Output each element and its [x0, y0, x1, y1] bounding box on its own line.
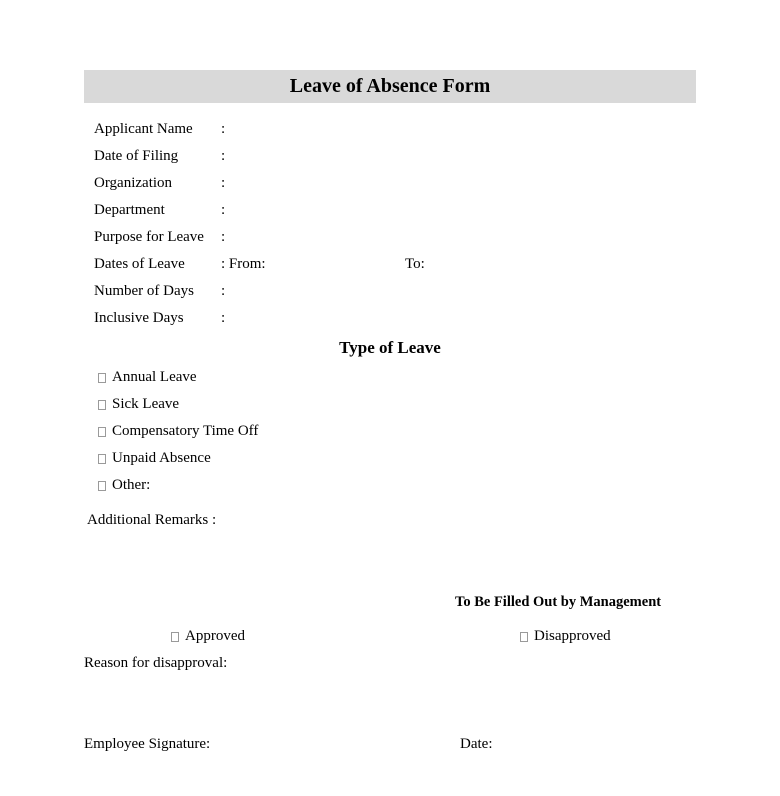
field-sep-dates-of-leave-from: : From: [221, 256, 266, 272]
field-sep-inclusive-days: : [221, 310, 226, 326]
form-title: Leave of Absence Form [289, 75, 491, 97]
field-sep-department: : [221, 202, 226, 218]
checkbox-icon[interactable] [98, 427, 106, 437]
field-label-applicant-name: Applicant Name [94, 121, 193, 137]
checkbox-icon[interactable] [171, 632, 179, 642]
checkbox-icon[interactable] [520, 632, 528, 642]
field-sep-date-of-filing: : [221, 148, 226, 164]
field-sep-organization: : [221, 175, 226, 191]
checkbox-icon[interactable] [98, 400, 106, 410]
signature-date-label: Date: [460, 736, 493, 752]
form-title-bar [84, 70, 696, 103]
field-sep-purpose-for-leave: : [221, 229, 226, 245]
field-label-purpose-for-leave: Purpose for Leave [94, 229, 204, 245]
field-sep-number-of-days: : [221, 283, 226, 299]
field-label-dates-of-leave-to: To: [405, 256, 425, 272]
leave-option-label: Other: [112, 477, 151, 493]
additional-remarks-label: Additional Remarks : [87, 512, 217, 528]
leave-option-annual[interactable] [98, 369, 197, 386]
field-label-department: Department [94, 202, 165, 218]
checkbox-icon[interactable] [98, 454, 106, 464]
reason-for-disapproval-label: Reason for disapproval: [84, 655, 228, 671]
field-label-number-of-days: Number of Days [94, 283, 194, 299]
field-label-organization: Organization [94, 175, 173, 191]
type-of-leave-heading: Type of Leave [339, 338, 441, 357]
employee-signature-label: Employee Signature: [84, 736, 211, 752]
approved-label: Approved [185, 628, 245, 644]
disapproved-label: Disapproved [534, 628, 611, 644]
field-label-dates-of-leave: Dates of Leave [94, 256, 185, 272]
leave-option-compensatory[interactable] [98, 423, 258, 440]
leave-option-label: Sick Leave [112, 396, 180, 412]
leave-option-other[interactable] [98, 477, 150, 494]
leave-option-label: Compensatory Time Off [112, 423, 259, 439]
checkbox-icon[interactable] [98, 373, 106, 383]
leave-option-label: Annual Leave [112, 369, 197, 385]
management-heading: To Be Filled Out by Management [455, 594, 662, 610]
field-label-inclusive-days: Inclusive Days [94, 310, 184, 326]
field-sep-applicant-name: : [221, 121, 226, 137]
leave-option-unpaid[interactable] [98, 450, 211, 467]
checkbox-icon[interactable] [98, 481, 106, 491]
leave-option-label: Unpaid Absence [112, 450, 211, 466]
field-label-date-of-filing: Date of Filing [94, 148, 179, 164]
approved-option[interactable] [171, 628, 245, 645]
leave-option-sick[interactable] [98, 396, 179, 413]
disapproved-option[interactable] [520, 628, 611, 645]
